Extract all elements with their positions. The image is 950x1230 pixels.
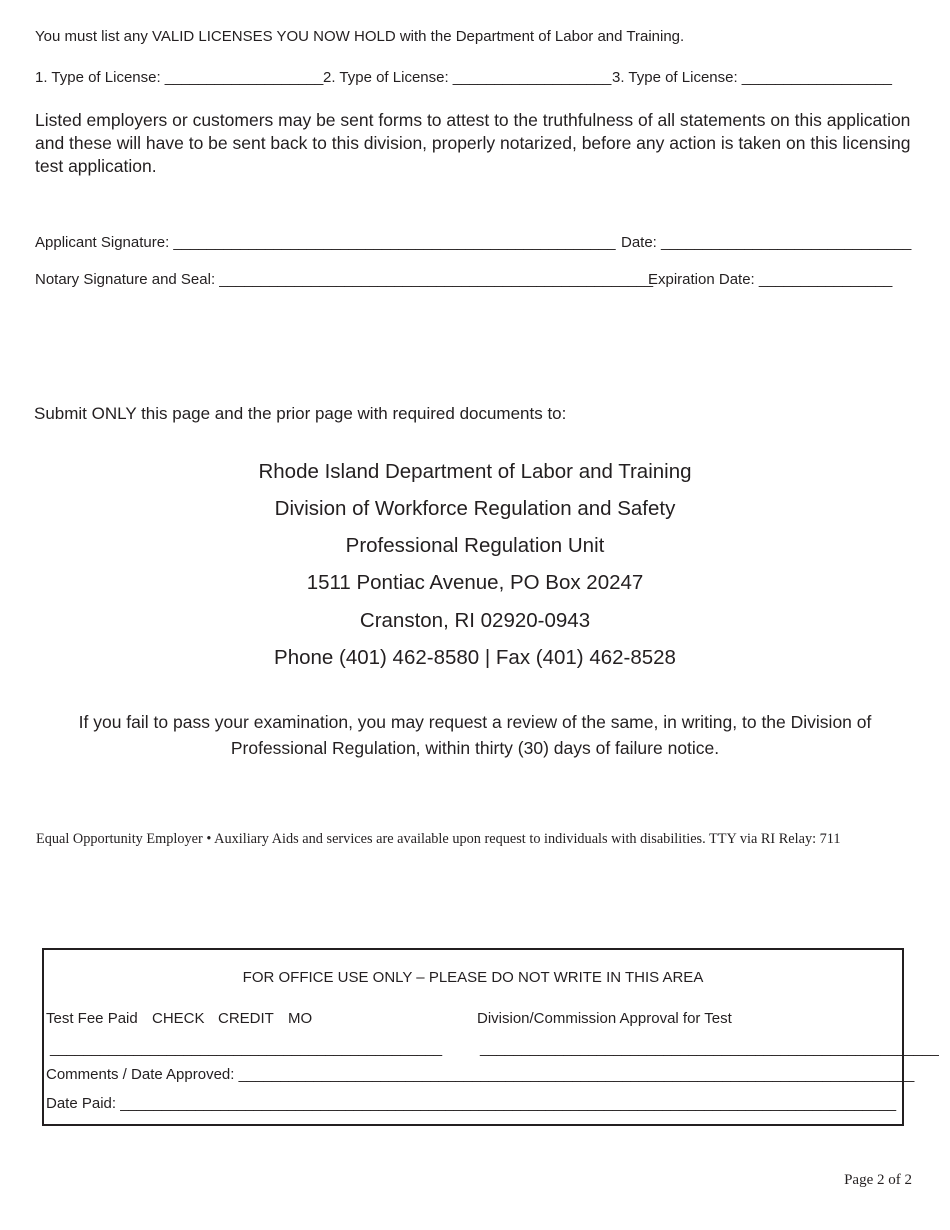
address-line-department: Rhode Island Department of Labor and Training [258,460,692,483]
submit-instruction: Submit ONLY this page and the prior page with required documents to: [34,404,567,423]
applicant-signature-field[interactable]: Applicant Signature: _____________________________________________________ [35,234,616,251]
address-line-division: Division of Workforce Regulation and Safety [274,497,676,520]
address-line-contact: Phone (401) 462-8580 | Fax (401) 462-8528 [274,646,676,669]
expiration-date-field[interactable]: Expiration Date: ________________ [648,271,893,288]
license-field-2[interactable]: 2. Type of License: ___________________ [323,69,612,86]
notary-signature-field[interactable]: Notary Signature and Seal: ____________________________________________________ [35,271,654,288]
page-number: Page 2 of 2 [844,1172,912,1188]
approval-label: Division/Commission Approval for Test [477,1010,732,1027]
equal-opportunity-notice: Equal Opportunity Employer • Auxiliary Aids and services are available upon request to individuals with disabilities. TTY via RI Relay: 711 [36,831,841,847]
review-notice: If you fail to pass your examination, you may request a review of the same, in writing, to the Division of Professional Regulation, within thirty (30) days of failure notice. [78,712,872,758]
signature-date-field[interactable]: Date: ______________________________ [621,234,912,251]
date-paid-field[interactable]: Date Paid: _____________________________________________________________________________________________ [46,1095,897,1112]
fee-option-check: CHECK [152,1010,205,1027]
fee-paid-line[interactable]: _______________________________________________ [50,1040,443,1057]
licenses-notice: You must list any VALID LICENSES YOU NOW HOLD with the Department of Labor and Training. [35,28,685,45]
approval-line[interactable]: _______________________________________________________ [480,1040,939,1057]
comments-date-approved-field[interactable]: Comments / Date Approved: _________________________________________________________________________________ [46,1066,915,1083]
fee-option-mo: MO [288,1010,313,1027]
test-fee-label: Test Fee Paid [46,1010,138,1027]
fee-option-credit: CREDIT [218,1010,274,1027]
license-field-3[interactable]: 3. Type of License: __________________ [612,69,892,86]
address-line-unit: Professional Regulation Unit [345,534,605,557]
license-field-1[interactable]: 1. Type of License: ___________________ [35,69,324,86]
office-use-header: FOR OFFICE USE ONLY – PLEASE DO NOT WRITE IN THIS AREA [242,969,704,986]
attest-paragraph: Listed employers or customers may be sent forms to attest to the truthfulness of all statements on this application and these will have to be sent back to this division, properly notarized, before any action is taken on this licensing test application. [35,110,911,176]
address-line-city: Cranston, RI 02920-0943 [359,609,591,632]
office-use-box [42,948,939,1126]
address-line-street: 1511 Pontiac Avenue, PO Box 20247 [306,571,644,594]
